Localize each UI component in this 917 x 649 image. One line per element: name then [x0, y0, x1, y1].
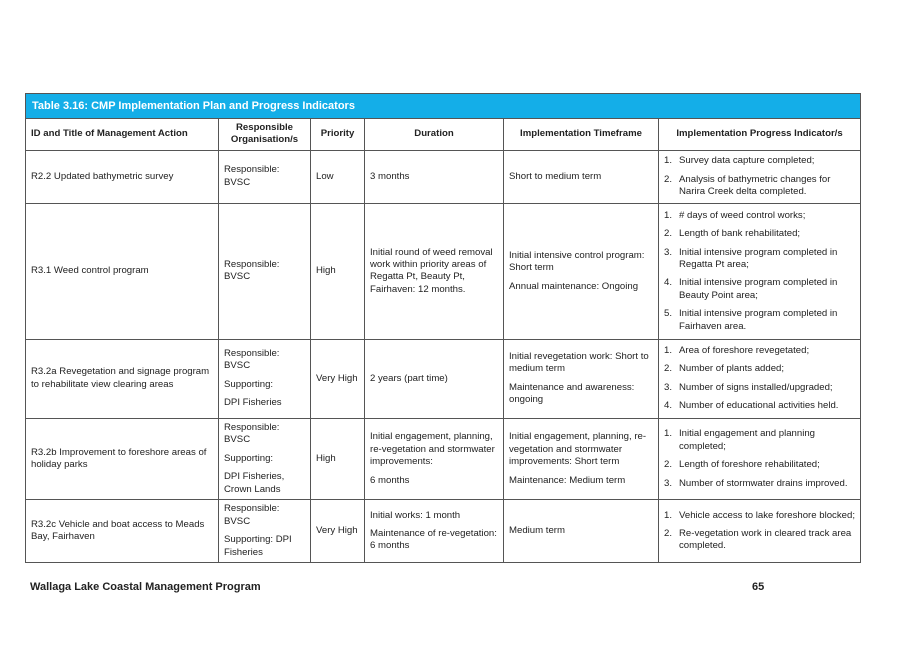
duration-text: 3 months	[370, 170, 410, 182]
indicator-number: 1.	[664, 428, 673, 440]
organisation-text: Supporting:	[224, 452, 274, 464]
table-row	[26, 203, 861, 339]
indicator-number: 2.	[664, 363, 673, 375]
indicator-text: Length of bank rehabilitated;	[679, 228, 801, 240]
indicator-item	[664, 228, 855, 240]
cell-action: R3.2c Vehicle and boat access to Meads Bay, Fairhaven	[26, 500, 219, 563]
indicator-number: 1.	[664, 509, 673, 521]
cell-timeframe	[504, 418, 659, 499]
indicator-number: 2.	[664, 228, 673, 240]
cell-indicators	[659, 500, 861, 563]
cell-duration	[365, 418, 504, 499]
table-row	[26, 418, 861, 499]
cell-organisation	[219, 418, 311, 499]
duration-text: Initial works: 1 month	[370, 509, 461, 521]
indicator-list	[664, 428, 855, 490]
header-priority: Priority	[311, 119, 365, 151]
indicator-number: 4.	[664, 400, 673, 412]
cell-organisation	[219, 339, 311, 418]
duration-text: Initial round of weed removal work within priority areas of Regatta Pt, Beauty Pt, Fairhaven: 12 months.	[370, 246, 493, 295]
indicator-text: Survey data capture completed;	[679, 155, 815, 167]
indicator-text: Number of plants added;	[679, 363, 785, 375]
footer-document-title: Wallaga Lake Coastal Management Program	[30, 581, 261, 593]
header-duration: Duration	[365, 119, 504, 151]
cell-action: R3.1 Weed control program	[26, 203, 219, 339]
cell-timeframe	[504, 500, 659, 563]
indicator-item	[664, 173, 855, 199]
indicator-number: 1.	[664, 345, 673, 356]
timeframe-text: Short to medium term	[509, 170, 602, 182]
table-row	[26, 500, 861, 563]
indicator-item	[664, 363, 855, 375]
indicator-number: 5.	[664, 308, 673, 320]
indicator-item	[664, 381, 855, 394]
cell-action: R2.2 Updated bathymetric survey	[26, 150, 219, 203]
indicator-number: 3.	[664, 381, 673, 393]
header-indicators: Implementation Progress Indicator/s	[659, 119, 861, 151]
indicator-text: Re-vegetation work in cleared track area completed.	[679, 527, 852, 552]
organisation-text: Supporting:	[224, 378, 274, 390]
duration-text: Maintenance of re-vegetation: 6 months	[370, 527, 497, 552]
implementation-table	[25, 93, 861, 563]
indicator-item	[664, 400, 855, 412]
indicator-number: 2.	[664, 527, 673, 539]
indicator-number: 3.	[664, 477, 673, 489]
table-row	[26, 150, 861, 203]
indicator-text: Length of foreshore rehabilitated;	[679, 459, 820, 471]
indicator-text: Initial engagement and planning completed;	[679, 428, 816, 452]
table-body	[26, 150, 861, 562]
organisation-text: Responsible: BVSC	[224, 348, 280, 372]
indicator-item	[664, 209, 855, 222]
indicator-item	[664, 428, 855, 453]
indicator-list	[664, 345, 855, 413]
duration-text: Initial engagement, planning, re-vegetation and stormwater improvements:	[370, 431, 495, 468]
cell-action: R3.2a Revegetation and signage program to rehabilitate view clearing areas	[26, 339, 219, 418]
timeframe-text: Initial intensive control program: Short term	[509, 249, 645, 274]
organisation-text: Responsible: BVSC	[224, 503, 280, 527]
indicator-number: 1.	[664, 155, 673, 167]
cell-organisation	[219, 150, 311, 203]
indicator-item	[664, 509, 855, 522]
cell-duration	[365, 203, 504, 339]
indicator-item	[664, 308, 855, 333]
cell-priority: Very High	[311, 339, 365, 418]
indicator-item	[664, 527, 855, 553]
indicator-text: Initial intensive program completed in Beauty Point area;	[679, 277, 838, 301]
indicator-number: 3.	[664, 246, 673, 258]
indicator-number: 2.	[664, 173, 673, 185]
implementation-table-container	[25, 93, 860, 563]
organisation-text: DPI Fisheries	[224, 397, 282, 409]
indicator-list	[664, 210, 855, 334]
cell-duration	[365, 150, 504, 203]
duration-text: 6 months	[370, 474, 410, 486]
cell-indicators	[659, 150, 861, 203]
header-organisation: Responsible Organisation/s	[219, 119, 311, 151]
indicator-text: Number of educational activities held.	[679, 400, 839, 412]
timeframe-text: Maintenance: Medium term	[509, 474, 626, 486]
indicator-item	[664, 477, 855, 490]
indicator-item	[664, 155, 855, 167]
cell-indicators	[659, 203, 861, 339]
header-timeframe: Implementation Timeframe	[504, 119, 659, 151]
indicator-text: Vehicle access to lake foreshore blocked;	[679, 509, 855, 521]
organisation-text: Responsible: BVSC	[224, 164, 280, 188]
timeframe-text: Maintenance and awareness: ongoing	[509, 381, 635, 406]
indicator-text: # days of weed control works;	[679, 209, 806, 221]
indicator-text: Number of signs installed/upgraded;	[679, 381, 833, 393]
indicator-item	[664, 459, 855, 471]
indicator-text: Number of stormwater drains improved.	[679, 477, 848, 489]
cell-timeframe	[504, 339, 659, 418]
organisation-text: Responsible: BVSC	[224, 258, 280, 283]
header-action: ID and Title of Management Action	[26, 119, 219, 151]
cell-organisation	[219, 500, 311, 563]
indicator-item	[664, 246, 855, 272]
indicator-text: Area of foreshore revegetated;	[679, 345, 810, 356]
cell-timeframe	[504, 203, 659, 339]
organisation-text: Supporting: DPI Fisheries	[224, 534, 292, 558]
header-row	[26, 119, 861, 151]
table-caption: Table 3.16: CMP Implementation Plan and Progress Indicators	[26, 94, 861, 119]
table-row	[26, 339, 861, 418]
cell-indicators	[659, 339, 861, 418]
timeframe-text: Medium term	[509, 524, 565, 536]
cell-organisation	[219, 203, 311, 339]
indicator-text: Initial intensive program completed in Regatta Pt area;	[679, 246, 838, 270]
indicator-number: 1.	[664, 209, 673, 221]
timeframe-text: Initial revegetation work: Short to medium term	[509, 351, 649, 375]
cell-priority: High	[311, 203, 365, 339]
page-number: 65	[752, 581, 765, 593]
timeframe-text: Initial engagement, planning, re-vegetation and stormwater improvements: Short term	[509, 431, 647, 468]
indicator-number: 2.	[664, 459, 673, 471]
organisation-text: Responsible: BVSC	[224, 421, 280, 446]
cell-duration	[365, 339, 504, 418]
indicator-item	[664, 345, 855, 357]
indicator-text: Initial intensive program completed in Fairhaven area.	[679, 308, 838, 332]
cell-action: R3.2b Improvement to foreshore areas of holiday parks	[26, 418, 219, 499]
indicator-text: Analysis of bathymetric changes for Narira Creek delta completed.	[679, 173, 831, 198]
indicator-number: 4.	[664, 277, 673, 289]
cell-duration	[365, 500, 504, 563]
cell-priority: Very High	[311, 500, 365, 563]
indicator-list	[664, 510, 855, 553]
duration-text: 2 years (part time)	[370, 372, 448, 384]
cell-timeframe	[504, 150, 659, 203]
timeframe-text: Annual maintenance: Ongoing	[509, 280, 639, 292]
cell-indicators	[659, 418, 861, 499]
indicator-item	[664, 277, 855, 302]
cell-priority: Low	[311, 150, 365, 203]
indicator-list	[664, 155, 855, 198]
cell-priority: High	[311, 418, 365, 499]
organisation-text: DPI Fisheries, Crown Lands	[224, 471, 285, 495]
